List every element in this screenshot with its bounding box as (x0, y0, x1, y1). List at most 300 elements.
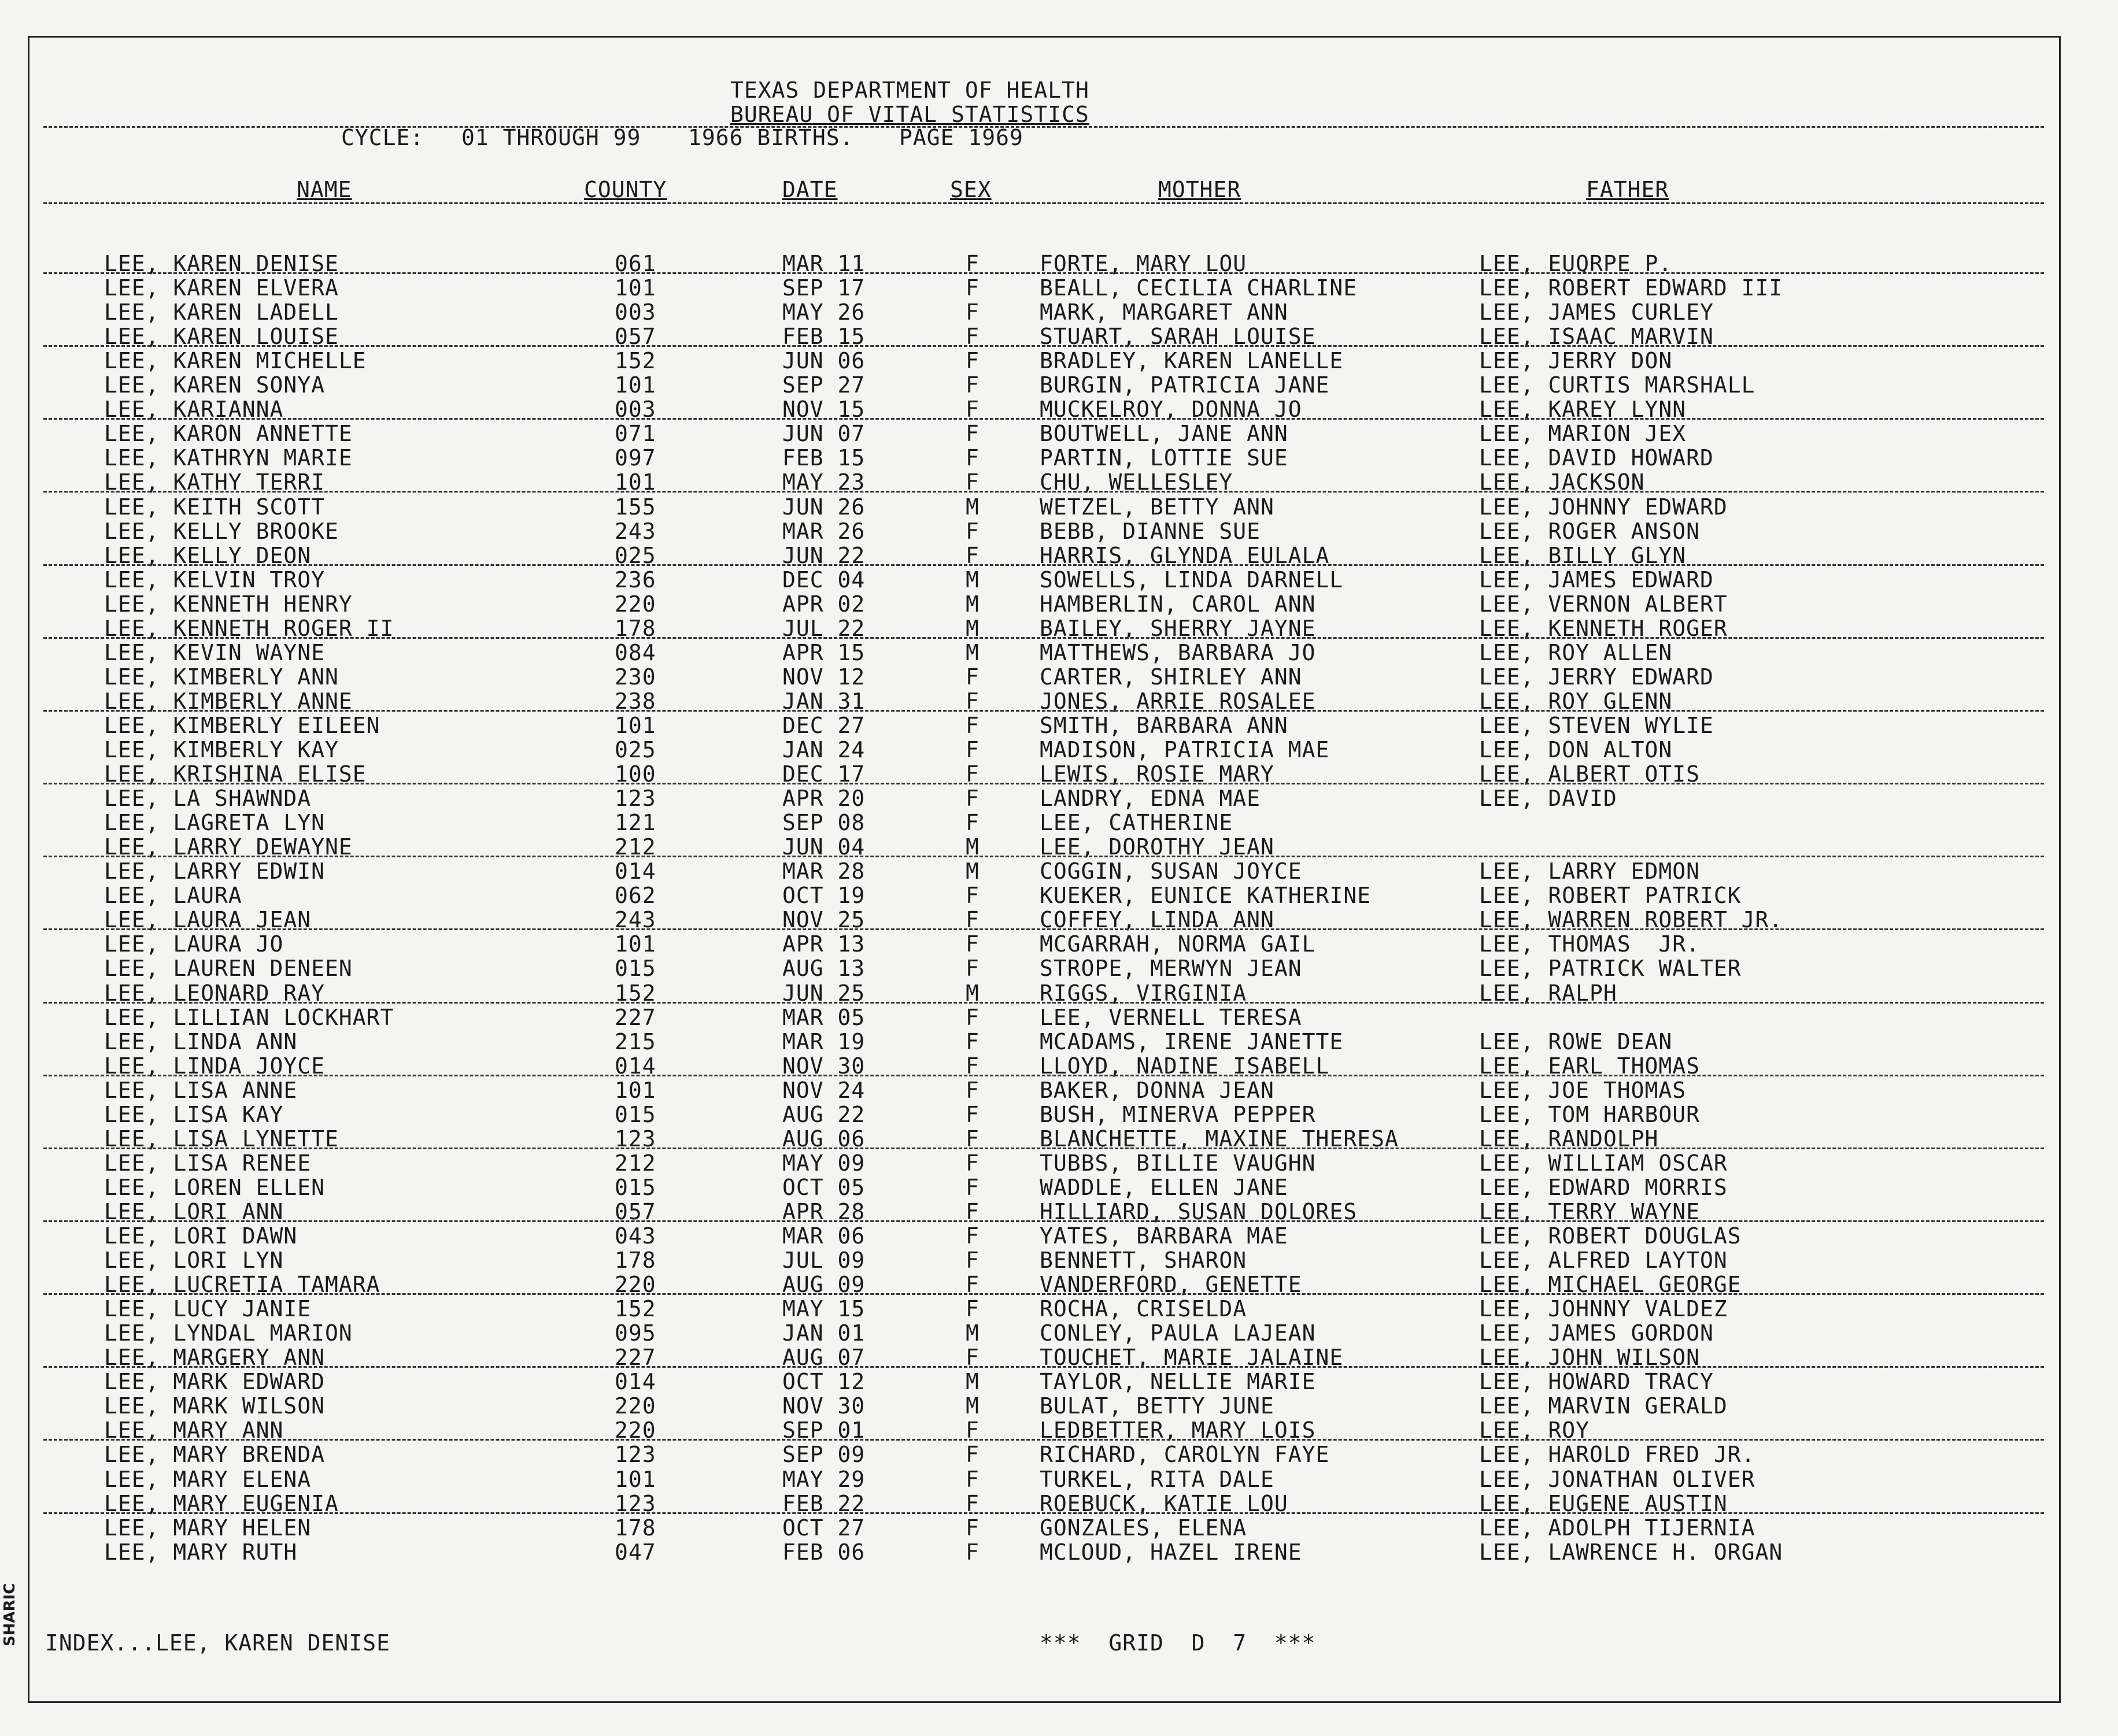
cell-name: LEE, KAREN SONYA (104, 372, 326, 398)
cell-county: 061 (615, 251, 656, 276)
cell-mother: TUBBS, BILLIE VAUGHN (1040, 1150, 1316, 1176)
row-group-divider (43, 1512, 2044, 1514)
column-header-sex: SEX (950, 177, 992, 202)
cell-sex: M (966, 640, 979, 665)
cell-date: SEP 27 (782, 372, 866, 398)
cell-sex: F (966, 1223, 979, 1249)
cell-father: LEE, JAMES CURLEY (1479, 299, 1714, 325)
cell-father: LEE, JOHN WILSON (1479, 1345, 1701, 1370)
cell-sex: F (966, 421, 979, 446)
cell-name: LEE, LUCY JANIE (104, 1296, 312, 1322)
cell-name: LEE, KEVIN WAYNE (104, 640, 326, 665)
cell-date: SEP 01 (782, 1417, 866, 1443)
cell-name: LEE, KENNETH ROGER II (104, 616, 394, 641)
cell-father: LEE, TERRY WAYNE (1479, 1199, 1701, 1224)
cell-father: LEE, ALBERT OTIS (1479, 761, 1701, 787)
cell-father: LEE, LARRY EDMON (1479, 858, 1701, 884)
cell-father: LEE, JONATHAN OLIVER (1479, 1467, 1755, 1492)
column-header-date: DATE (782, 177, 838, 202)
cell-mother: FORTE, MARY LOU (1040, 251, 1247, 276)
cell-date: SEP 09 (782, 1442, 866, 1467)
cell-father: LEE, STEVEN WYLIE (1479, 713, 1714, 738)
cell-mother: VANDERFORD, GENETTE (1040, 1272, 1302, 1297)
cell-name: LEE, KRISHINA ELISE (104, 761, 367, 787)
cell-name: LEE, LORI LYN (104, 1248, 284, 1273)
table-row (0, 592, 2118, 616)
cell-county: 101 (615, 713, 656, 738)
table-row (0, 883, 2118, 908)
cell-sex: M (966, 1369, 979, 1394)
cell-mother: RIGGS, VIRGINIA (1040, 980, 1247, 1006)
cell-county: 047 (615, 1539, 656, 1565)
cell-name: LEE, MARK WILSON (104, 1393, 326, 1419)
cell-mother: CHU, WELLESLEY (1040, 469, 1233, 495)
cell-name: LEE, KAREN MICHELLE (104, 348, 367, 373)
cell-date: JUN 26 (782, 494, 866, 520)
side-label: SHARIC (1, 1583, 19, 1646)
cell-father: LEE, ROY (1479, 1417, 1590, 1443)
cell-father: LEE, EDWARD MORRIS (1479, 1175, 1728, 1200)
column-header-mother: MOTHER (1158, 177, 1241, 202)
cell-county: 062 (615, 883, 656, 908)
cell-father: LEE, ALFRED LAYTON (1479, 1248, 1728, 1273)
table-row (0, 738, 2118, 762)
cell-date: JUL 09 (782, 1248, 866, 1273)
cell-sex: F (966, 1515, 979, 1541)
cell-date: JAN 01 (782, 1320, 866, 1346)
cell-father: LEE, ROBERT PATRICK (1479, 883, 1742, 908)
table-row (0, 373, 2118, 397)
cell-name: LEE, MARY ELENA (104, 1467, 312, 1492)
cell-county: 025 (615, 543, 656, 568)
cell-county: 003 (615, 397, 656, 422)
cell-name: LEE, LAGRETA LYN (104, 810, 326, 835)
cell-county: 123 (615, 1491, 656, 1516)
cell-county: 101 (615, 275, 656, 301)
cell-father: LEE, WILLIAM OSCAR (1479, 1150, 1728, 1176)
cell-sex: F (966, 1491, 979, 1516)
cell-county: 215 (615, 1029, 656, 1054)
cell-date: APR 02 (782, 591, 866, 617)
cell-name: LEE, MARGERY ANN (104, 1345, 326, 1370)
cell-sex: F (966, 1053, 979, 1079)
cell-county: 152 (615, 348, 656, 373)
cell-mother: BENNETT, SHARON (1040, 1248, 1247, 1273)
cell-date: JUL 22 (782, 616, 866, 641)
cell-sex: F (966, 1175, 979, 1200)
cell-name: LEE, MARY HELEN (104, 1515, 312, 1541)
cell-mother: HARRIS, GLYNDA EULALA (1040, 543, 1330, 568)
cell-mother: STROPE, MERWYN JEAN (1040, 956, 1302, 981)
cell-county: 212 (615, 834, 656, 860)
cell-date: JUN 06 (782, 348, 866, 373)
cell-father: LEE, MARION JEX (1479, 421, 1687, 446)
cell-name: LEE, LAUREN DENEEN (104, 956, 353, 981)
cell-date: MAR 05 (782, 1005, 866, 1030)
row-group-divider (43, 418, 2044, 420)
cell-father: LEE, JOHNNY VALDEZ (1479, 1296, 1728, 1322)
cell-mother: LEDBETTER, MARY LOIS (1040, 1417, 1316, 1443)
cell-mother: ROCHA, CRISELDA (1040, 1296, 1247, 1322)
cell-name: LEE, LYNDAL MARION (104, 1320, 353, 1346)
cell-name: LEE, MARY ANN (104, 1417, 284, 1443)
row-group-divider (43, 928, 2044, 930)
cell-name: LEE, KELLY BROOKE (104, 519, 339, 544)
cell-name: LEE, MARY RUTH (104, 1539, 298, 1565)
footer-grid: *** GRID D 7 *** (1040, 1630, 1316, 1656)
cell-county: 084 (615, 640, 656, 665)
cell-mother: ROEBUCK, KATIE LOU (1040, 1491, 1288, 1516)
cell-county: 097 (615, 445, 656, 471)
cell-sex: M (966, 1393, 979, 1419)
cell-sex: F (966, 1126, 979, 1152)
cell-date: DEC 27 (782, 713, 866, 738)
table-row (0, 421, 2118, 446)
cell-county: 227 (615, 1005, 656, 1030)
cell-date: OCT 12 (782, 1369, 866, 1394)
cell-date: JUN 07 (782, 421, 866, 446)
cell-father: LEE, ISAAC MARVIN (1479, 324, 1714, 349)
cell-date: JAN 24 (782, 737, 866, 762)
cell-county: 025 (615, 737, 656, 762)
table-row (0, 1030, 2118, 1054)
cell-county: 015 (615, 1102, 656, 1127)
column-header-county: COUNTY (584, 177, 667, 202)
table-row (0, 1540, 2118, 1564)
cell-mother: PARTIN, LOTTIE SUE (1040, 445, 1288, 471)
cell-county: 043 (615, 1223, 656, 1249)
cell-father: LEE, BILLY GLYN (1479, 543, 1687, 568)
footer-index: INDEX...LEE, KAREN DENISE (45, 1630, 390, 1656)
table-row (0, 1175, 2118, 1200)
cell-sex: M (966, 616, 979, 641)
cell-father: LEE, JAMES EDWARD (1479, 567, 1714, 593)
cell-father: LEE, ROBERT EDWARD III (1479, 275, 1783, 301)
cell-county: 101 (615, 1078, 656, 1103)
cell-date: MAR 28 (782, 858, 866, 884)
cell-name: LEE, LORI DAWN (104, 1223, 298, 1249)
cell-mother: MUCKELROY, DONNA JO (1040, 397, 1302, 422)
cell-date: SEP 17 (782, 275, 866, 301)
row-group-divider (43, 1148, 2044, 1149)
cell-father: LEE, HAROLD FRED JR. (1479, 1442, 1755, 1467)
table-row (0, 1102, 2118, 1127)
cell-father: LEE, THOMAS JR. (1479, 931, 1701, 957)
cell-mother: MCADAMS, IRENE JANETTE (1040, 1029, 1344, 1054)
cell-mother: BUSH, MINERVA PEPPER (1040, 1102, 1316, 1127)
table-row (0, 349, 2118, 373)
cell-sex: M (966, 980, 979, 1006)
cell-sex: F (966, 1005, 979, 1030)
cycle-label: CYCLE: (341, 125, 424, 150)
table-row (0, 1369, 2118, 1394)
row-group-divider (43, 564, 2044, 566)
cell-name: LEE, KEITH SCOTT (104, 494, 326, 520)
table-row (0, 713, 2118, 738)
cell-mother: BRADLEY, KAREN LANELLE (1040, 348, 1344, 373)
cell-mother: BAILEY, SHERRY JAYNE (1040, 616, 1316, 641)
cell-sex: F (966, 1442, 979, 1467)
cell-father: LEE, VERNON ALBERT (1479, 591, 1728, 617)
cell-sex: F (966, 664, 979, 690)
births-label: 1966 BIRTHS. (688, 125, 854, 150)
cell-mother: LANDRY, EDNA MAE (1040, 786, 1261, 811)
cell-mother: BEBB, DIANNE SUE (1040, 519, 1261, 544)
cell-county: 220 (615, 591, 656, 617)
cell-name: LEE, KAREN DENISE (104, 251, 339, 276)
cell-father: LEE, DAVID HOWARD (1479, 445, 1714, 471)
table-row (0, 932, 2118, 956)
cell-county: 212 (615, 1150, 656, 1176)
cell-date: MAR 06 (782, 1223, 866, 1249)
cell-mother: BURGIN, PATRICIA JANE (1040, 372, 1330, 398)
table-row (0, 1078, 2118, 1102)
row-group-divider (43, 491, 2044, 493)
cell-county: 236 (615, 567, 656, 593)
cell-date: MAR 11 (782, 251, 866, 276)
cell-father: LEE, JACKSON (1479, 469, 1645, 495)
cell-mother: BAKER, DONNA JEAN (1040, 1078, 1274, 1103)
cell-mother: YATES, BARBARA MAE (1040, 1223, 1288, 1249)
cell-county: 057 (615, 1199, 656, 1224)
cell-mother: SMITH, BARBARA ANN (1040, 713, 1288, 738)
cell-name: LEE, KELVIN TROY (104, 567, 326, 593)
cell-date: JUN 25 (782, 980, 866, 1006)
table-row (0, 786, 2118, 810)
row-group-divider (43, 637, 2044, 639)
cell-mother: MARK, MARGARET ANN (1040, 299, 1288, 325)
cell-date: AUG 22 (782, 1102, 866, 1127)
cell-sex: F (966, 1199, 979, 1224)
table-row (0, 810, 2118, 835)
cell-sex: F (966, 883, 979, 908)
column-header-name: NAME (297, 177, 352, 202)
table-row (0, 1151, 2118, 1175)
cell-mother: COGGIN, SUSAN JOYCE (1040, 858, 1302, 884)
cell-name: LEE, KIMBERLY EILEEN (104, 713, 380, 738)
cell-mother: SOWELLS, LINDA DARNELL (1040, 567, 1344, 593)
cell-mother: LLOYD, NADINE ISABELL (1040, 1053, 1330, 1079)
cell-county: 220 (615, 1393, 656, 1419)
cell-county: 178 (615, 1248, 656, 1273)
cell-name: LEE, LEONARD RAY (104, 980, 326, 1006)
cell-sex: F (966, 931, 979, 957)
cell-date: MAY 15 (782, 1296, 866, 1322)
cell-county: 123 (615, 1126, 656, 1152)
cell-sex: F (966, 1345, 979, 1370)
cell-county: 243 (615, 519, 656, 544)
cell-father: LEE, KAREY LYNN (1479, 397, 1687, 422)
cell-county: 014 (615, 1369, 656, 1394)
cell-date: JUN 04 (782, 834, 866, 860)
cell-name: LEE, KATHRYN MARIE (104, 445, 353, 471)
cell-father: LEE, ROBERT DOUGLAS (1479, 1223, 1742, 1249)
cell-date: NOV 12 (782, 664, 866, 690)
cell-date: AUG 06 (782, 1126, 866, 1152)
cell-sex: M (966, 567, 979, 593)
cell-mother: LEWIS, ROSIE MARY (1040, 761, 1274, 787)
cell-county: 123 (615, 786, 656, 811)
cell-father: LEE, MARVIN GERALD (1479, 1393, 1728, 1419)
cell-father: LEE, DAVID (1479, 786, 1617, 811)
table-row (0, 1321, 2118, 1345)
cell-sex: F (966, 1467, 979, 1492)
cell-date: OCT 05 (782, 1175, 866, 1200)
cell-father: LEE, PATRICK WALTER (1479, 956, 1742, 981)
cell-mother: WADDLE, ELLEN JANE (1040, 1175, 1288, 1200)
row-group-divider (43, 1366, 2044, 1368)
cell-father: LEE, EUQRPE P. (1479, 251, 1673, 276)
cell-mother: MCGARRAH, NORMA GAIL (1040, 931, 1316, 957)
cell-sex: F (966, 1102, 979, 1127)
table-row (0, 446, 2118, 470)
cell-name: LEE, LISA RENEE (104, 1150, 312, 1176)
cell-date: DEC 17 (782, 761, 866, 787)
cell-county: 220 (615, 1272, 656, 1297)
cell-date: FEB 15 (782, 324, 866, 349)
cell-sex: M (966, 494, 979, 520)
cell-father: LEE, ROY GLENN (1479, 689, 1673, 714)
cell-date: NOV 15 (782, 397, 866, 422)
cell-sex: F (966, 713, 979, 738)
cell-sex: M (966, 834, 979, 860)
cell-date: NOV 30 (782, 1393, 866, 1419)
table-row (0, 1394, 2118, 1418)
page-number: PAGE 1969 (899, 125, 1023, 150)
cell-name: LEE, LISA LYNETTE (104, 1126, 339, 1152)
cell-mother: HAMBERLIN, CAROL ANN (1040, 591, 1316, 617)
cell-date: JAN 31 (782, 689, 866, 714)
cell-mother: LEE, CATHERINE (1040, 810, 1233, 835)
cell-mother: TURKEL, RITA DALE (1040, 1467, 1274, 1492)
cell-mother: JONES, ARRIE ROSALEE (1040, 689, 1316, 714)
row-group-divider (43, 1002, 2044, 1004)
cell-name: LEE, MARY BRENDA (104, 1442, 326, 1467)
cell-mother: CARTER, SHIRLEY ANN (1040, 664, 1302, 690)
cell-name: LEE, KAREN LOUISE (104, 324, 339, 349)
cell-county: 121 (615, 810, 656, 835)
cell-county: 101 (615, 931, 656, 957)
table-row (0, 1467, 2118, 1491)
cell-sex: F (966, 1248, 979, 1273)
cell-county: 100 (615, 761, 656, 787)
cell-sex: F (966, 543, 979, 568)
cell-father: LEE, MICHAEL GEORGE (1479, 1272, 1742, 1297)
cell-sex: F (966, 445, 979, 471)
cell-name: LEE, LISA ANNE (104, 1078, 298, 1103)
cell-county: 178 (615, 616, 656, 641)
cell-name: LEE, KIMBERLY ANN (104, 664, 339, 690)
cell-mother: CONLEY, PAULA LAJEAN (1040, 1320, 1316, 1346)
cell-county: 101 (615, 1467, 656, 1492)
cell-father: LEE, RALPH (1479, 980, 1617, 1006)
cell-sex: F (966, 786, 979, 811)
cell-father: LEE, JERRY EDWARD (1479, 664, 1714, 690)
cell-sex: M (966, 858, 979, 884)
cell-sex: F (966, 1029, 979, 1054)
cell-mother: GONZALES, ELENA (1040, 1515, 1247, 1541)
cell-date: SEP 08 (782, 810, 866, 835)
cell-county: 152 (615, 980, 656, 1006)
cycle-value: 01 THROUGH 99 (461, 125, 641, 150)
cell-name: LEE, LINDA ANN (104, 1029, 298, 1054)
cell-sex: M (966, 591, 979, 617)
cell-sex: F (966, 348, 979, 373)
cell-mother: WETZEL, BETTY ANN (1040, 494, 1274, 520)
cell-father: LEE, KENNETH ROGER (1479, 616, 1728, 641)
cell-mother: TOUCHET, MARIE JALAINE (1040, 1345, 1344, 1370)
table-row (0, 1005, 2118, 1030)
cell-date: AUG 09 (782, 1272, 866, 1297)
cell-sex: F (966, 275, 979, 301)
row-group-divider (43, 272, 2044, 274)
cell-county: 015 (615, 1175, 656, 1200)
cell-name: LEE, LUCRETIA TAMARA (104, 1272, 380, 1297)
cell-county: 155 (615, 494, 656, 520)
cell-father: LEE, HOWARD TRACY (1479, 1369, 1714, 1394)
table-row (0, 519, 2118, 543)
cell-county: 220 (615, 1417, 656, 1443)
cell-date: DEC 04 (782, 567, 866, 593)
cell-county: 057 (615, 324, 656, 349)
row-group-divider (43, 856, 2044, 857)
cell-county: 227 (615, 1345, 656, 1370)
table-row (0, 665, 2118, 689)
row-group-divider (43, 783, 2044, 784)
cell-date: APR 15 (782, 640, 866, 665)
row-group-divider (43, 1293, 2044, 1295)
cell-date: NOV 24 (782, 1078, 866, 1103)
cell-father: LEE, JERRY DON (1479, 348, 1673, 373)
cell-mother: BLANCHETTE, MAXINE THERESA (1040, 1126, 1399, 1152)
cell-county: 071 (615, 421, 656, 446)
cell-sex: F (966, 251, 979, 276)
cell-name: LEE, LINDA JOYCE (104, 1053, 326, 1079)
cell-name: LEE, LAURA JEAN (104, 907, 312, 932)
cell-sex: F (966, 810, 979, 835)
cell-date: NOV 30 (782, 1053, 866, 1079)
cell-county: 014 (615, 858, 656, 884)
cell-sex: F (966, 469, 979, 495)
cell-name: LEE, KARON ANNETTE (104, 421, 353, 446)
cell-county: 238 (615, 689, 656, 714)
cell-father: LEE, ADOLPH TIJERNIA (1479, 1515, 1755, 1541)
cell-father: LEE, JOHNNY EDWARD (1479, 494, 1728, 520)
cell-county: 152 (615, 1296, 656, 1322)
cell-sex: F (966, 324, 979, 349)
cell-county: 101 (615, 469, 656, 495)
cell-father: LEE, WARREN ROBERT JR. (1479, 907, 1783, 932)
cell-sex: F (966, 519, 979, 544)
cell-father: LEE, JOE THOMAS (1479, 1078, 1687, 1103)
column-header-father: FATHER (1586, 177, 1669, 202)
cell-name: LEE, LAURA (104, 883, 242, 908)
cell-father: LEE, DON ALTON (1479, 737, 1673, 762)
cell-sex: F (966, 397, 979, 422)
cell-sex: F (966, 761, 979, 787)
table-row (0, 1442, 2118, 1467)
table-row (0, 859, 2118, 883)
cell-mother: BEALL, CECILIA CHARLINE (1040, 275, 1358, 301)
cell-sex: F (966, 689, 979, 714)
cell-name: LEE, KIMBERLY KAY (104, 737, 339, 762)
cell-name: LEE, KENNETH HENRY (104, 591, 353, 617)
cell-mother: STUART, SARAH LOUISE (1040, 324, 1316, 349)
cell-date: NOV 25 (782, 907, 866, 932)
row-group-divider (43, 1439, 2044, 1441)
cell-county: 178 (615, 1515, 656, 1541)
table-row (0, 300, 2118, 324)
